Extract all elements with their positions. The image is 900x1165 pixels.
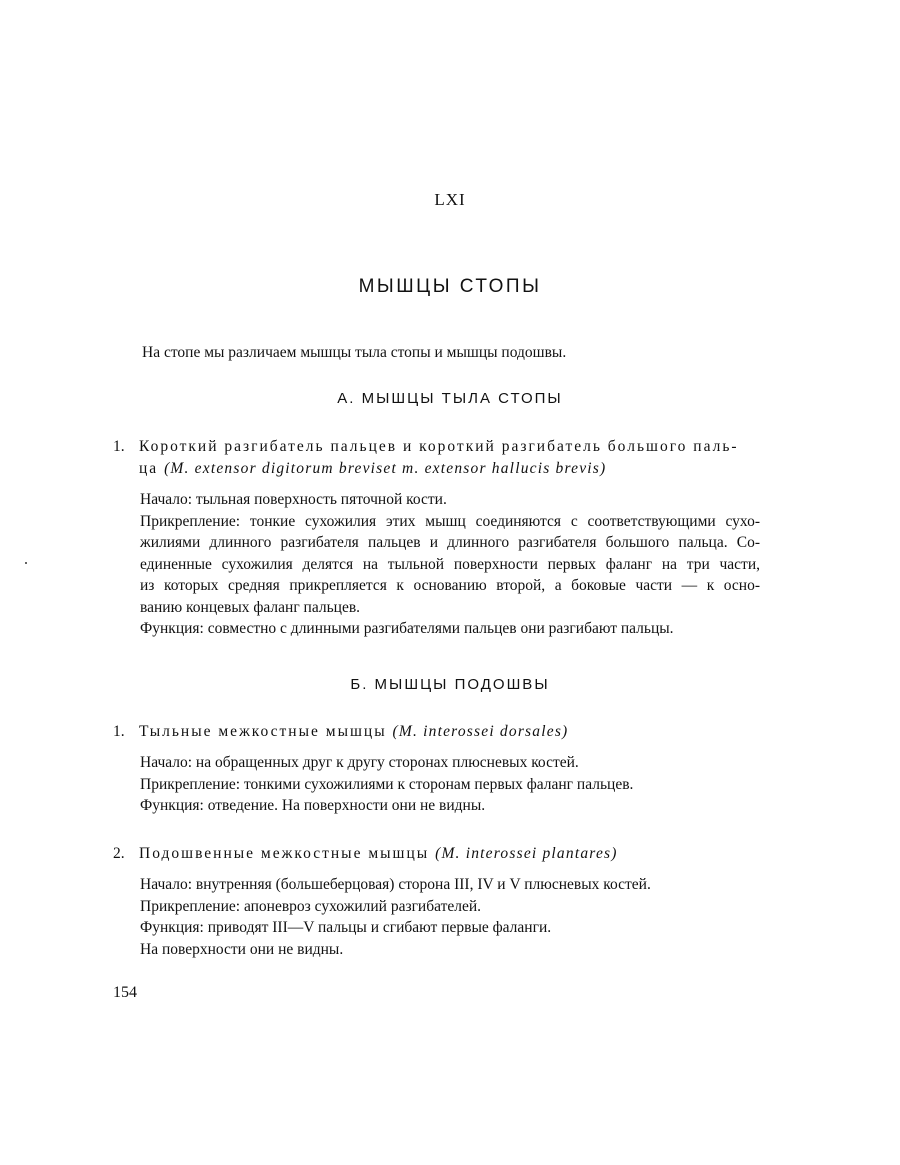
insertion-line: Прикрепление: апоневроз сухожилий разгибателей. <box>140 897 482 915</box>
visibility-line: На поверхности они не видны. <box>140 940 344 958</box>
page-number: 154 <box>113 984 137 1001</box>
item-number: 2. <box>113 845 125 862</box>
chapter-title: МЫШЦЫ СТОПЫ <box>358 276 542 297</box>
insertion-line-1: Прикрепление: тонкие сухожилия этих мышц соединяются с соответствующими сухо- <box>140 512 760 530</box>
item-title-line2: ца <box>139 460 159 477</box>
item-heading-plantar-interossei <box>113 843 773 865</box>
item-latin-name: (M. extensor digitorum breviset m. extensor hallucis brevis) <box>164 460 607 477</box>
margin-speck <box>25 562 27 564</box>
item-latin-name: (M. interossei plantares) <box>435 845 618 862</box>
origin-line: Начало: внутренняя (большеберцовая) сторона III, IV и V плюсневых костей. <box>140 876 651 893</box>
function-line: Функция: приводят III—V пальцы и сгибают первые фаланги. <box>140 919 552 936</box>
section-heading-sole: Б. МЫШЦЫ ПОДОШВЫ <box>350 676 550 693</box>
insertion-line: Прикрепление: тонкими сухожилиями к сторонам первых фаланг пальцев. <box>140 775 634 793</box>
item-latin-name: (M. interossei dorsales) <box>392 723 569 740</box>
item-title: Подошвенные межкостные мышцы <box>139 845 430 862</box>
item-heading-extensor-brevis <box>113 436 773 480</box>
item-title: Тыльные межкостные мышцы <box>139 723 387 740</box>
section-heading-dorsum: А. МЫШЦЫ ТЫЛА СТОПЫ <box>337 390 563 407</box>
chapter-number: LXI <box>434 190 466 209</box>
insertion-line-2: жилиями длинного разгибателя пальцев и длинного разгибателя большого пальца. Со- <box>140 534 760 551</box>
insertion-line-3: единенные сухожилия делятся на тыльной поверхности первых фаланг на три части, <box>140 555 760 573</box>
insertion-line-5: ванию концевых фаланг пальцев. <box>140 598 361 616</box>
item-description-dorsal-interossei <box>140 752 760 817</box>
item-description-plantar-interossei <box>140 874 760 960</box>
intro-paragraph: На стопе мы различаем мышцы тыла стопы и мышцы подошвы. <box>142 344 567 361</box>
origin-line: Начало: на обращенных друг к другу сторонах плюсневых костей. <box>140 754 579 771</box>
function-line: Функция: совместно с длинными разгибателями пальцев они разгибают пальцы. <box>140 620 674 637</box>
item-number: 1. <box>113 438 125 455</box>
item-number: 1. <box>113 723 125 740</box>
item-description-extensor-brevis <box>140 489 760 640</box>
function-line: Функция: отведение. На поверхности они не видны. <box>140 797 486 814</box>
origin-line: Начало: тыльная поверхность пяточной кости. <box>140 491 447 508</box>
insertion-line-4: из которых средняя прикрепляется к основанию второй, а боковые части — к осно- <box>140 577 760 594</box>
item-title-line1: Короткий разгибатель пальцев и короткий разгибатель большого паль- <box>139 438 739 455</box>
item-heading-dorsal-interossei <box>113 721 773 743</box>
